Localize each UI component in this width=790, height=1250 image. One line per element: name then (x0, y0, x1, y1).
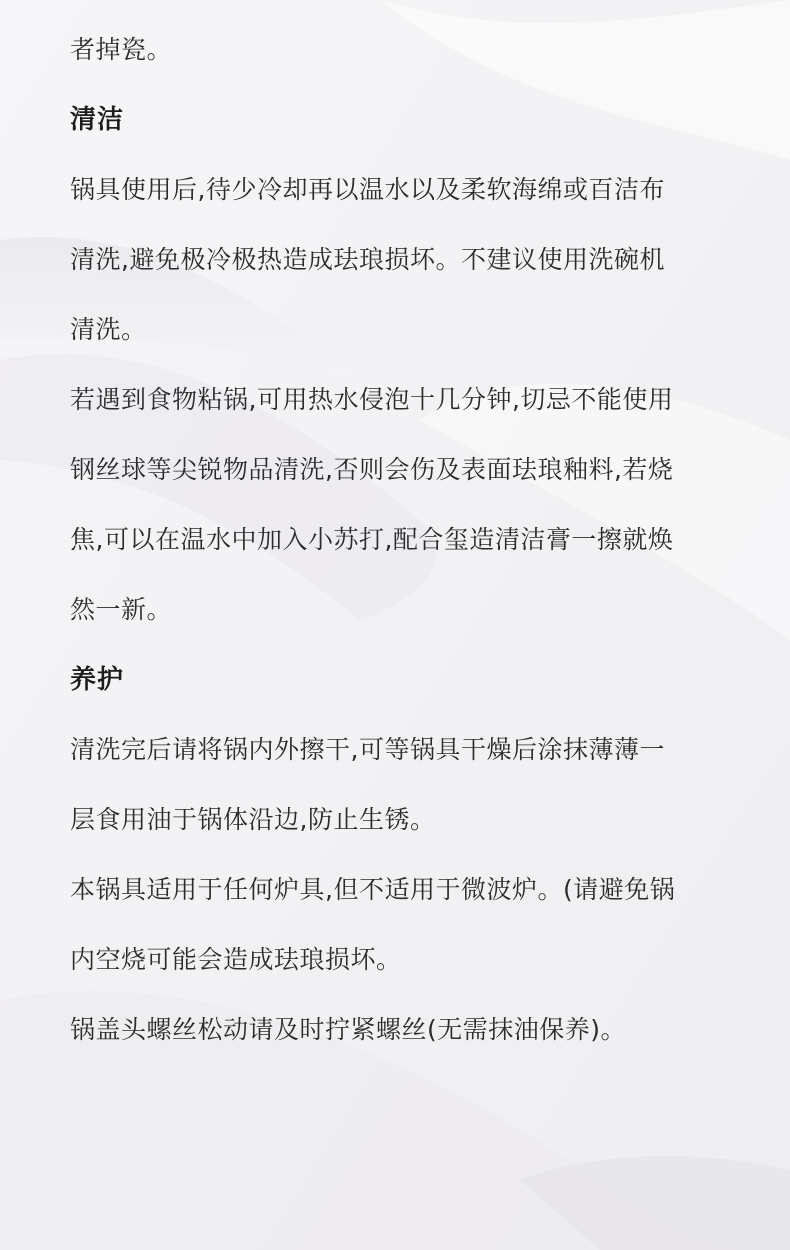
cleaning-para2-line1: 若遇到食物粘锅,可用热水侵泡十几分钟,切忌不能使用 (70, 385, 674, 414)
cleaning-para2-line3: 焦,可以在温水中加入小苏打,配合玺造清洁膏一擦就焕 (70, 525, 674, 554)
care-para2-line1: 本锅具适用于任何炉具,但不适用于微波炉。(请避免锅 (70, 875, 676, 904)
cleaning-para2-line2: 钢丝球等尖锐物品清洗,否则会伤及表面珐琅釉料,若烧 (70, 455, 674, 484)
care-para1-line2: 层食用油于锅体沿边,防止生锈。 (70, 805, 436, 834)
intro-tail-text: 者掉瓷。 (70, 35, 173, 64)
care-para3-line1: 锅盖头螺丝松动请及时拧紧螺丝(无需抹油保养)。 (70, 1015, 627, 1044)
cleaning-para1-line1: 锅具使用后,待少冷却再以温水以及柔软海绵或百洁布 (70, 175, 665, 204)
cleaning-para2-line4: 然一新。 (70, 595, 173, 624)
care-para1-line1: 清洗完后请将锅内外擦干,可等锅具干燥后涂抹薄薄一 (70, 735, 665, 764)
cleaning-para1-line2: 清洗,避免极冷极热造成珐琅损坏。不建议使用洗碗机 (70, 245, 665, 274)
section-title-care: 养护 (70, 665, 125, 695)
section-title-cleaning: 清洁 (70, 105, 125, 135)
cleaning-para1-line3: 清洗。 (70, 315, 147, 344)
care-para2-line2: 内空烧可能会造成珐琅损坏。 (70, 945, 402, 974)
